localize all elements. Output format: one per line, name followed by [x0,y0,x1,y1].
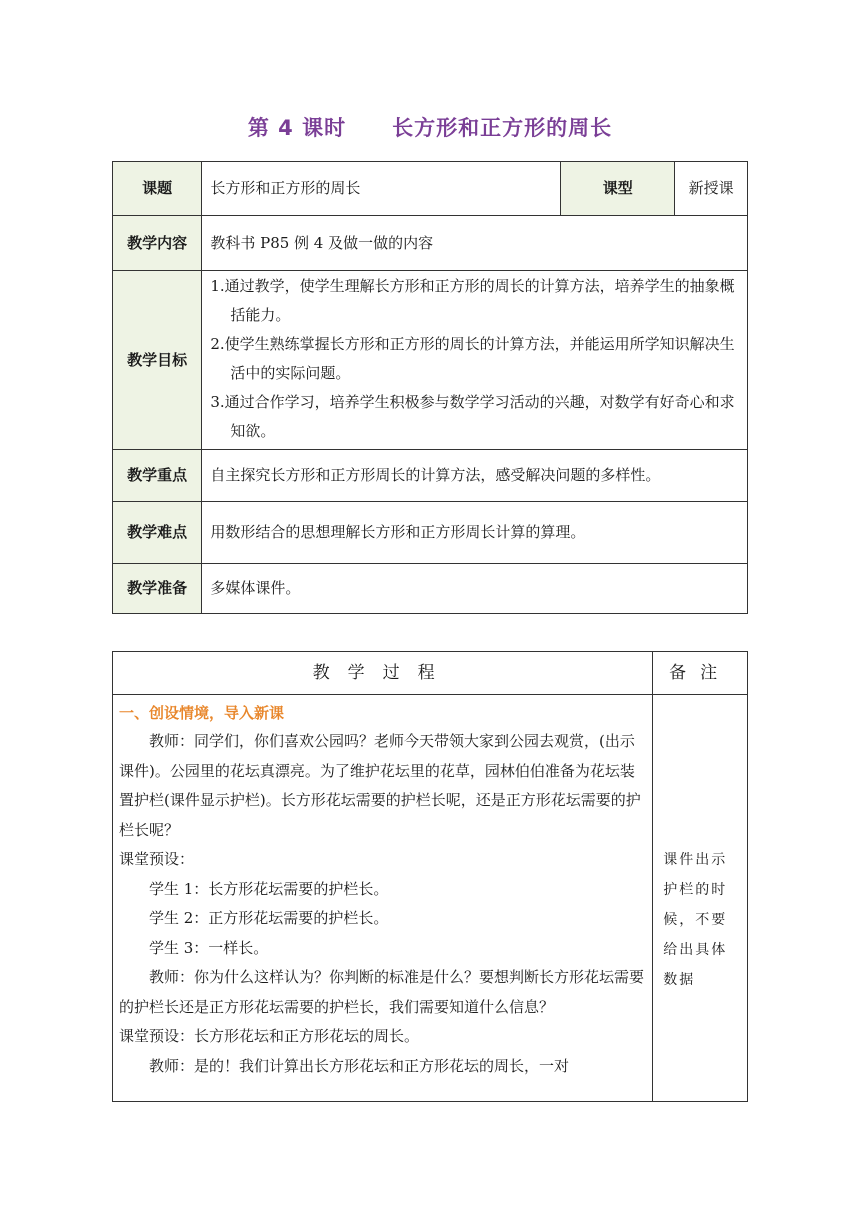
process-header-row [113,652,748,695]
process-body-row [113,695,748,1102]
paragraph: 教师：同学们，你们喜欢公园吗？老师今天带领大家到公园去观赏，(出示课件)。公园里的花坛真漂亮。为了维护花坛里的花草，园林伯伯准备为花坛装置护栏(课件显示护栏)。长方形花坛需要的护栏长呢，还是正方形花坛需要的护栏长呢？ [119,732,641,839]
key-row [113,450,748,502]
key-label: 教学重点 [113,450,202,502]
content-value: 教科书 P85 例 4 及做一做的内容 [202,216,748,271]
section-heading: 一、创设情境，导入新课 [119,704,285,722]
notes-header: 备注 [653,652,748,695]
prep-label: 教学准备 [113,564,202,614]
process-header: 教学过程 [113,652,653,695]
goal-item-3: 3.通过合作学习，培养学生积极参与数学学习活动的兴趣，对数学有好奇心和求知欲。 [210,393,735,440]
difficulty-label: 教学难点 [113,502,202,564]
type-label: 课型 [561,162,675,216]
prep-value: 多媒体课件。 [202,564,748,614]
difficulty-value: 用数形结合的思想理解长方形和正方形周长计算的算理。 [202,502,748,564]
prep-row [113,564,748,614]
paragraph: 教师：是的！我们计算出长方形花坛和正方形花坛的周长，一对 [149,1056,570,1075]
type-value: 新授课 [675,162,748,216]
lesson-number: 第 4 课时 [247,116,347,140]
paragraph: 教师：你为什么这样认为？你判断的标准是什么？要想判断长方形花坛需要的护栏长还是正方形花坛需要的护栏长，我们需要知道什么信息？ [119,968,645,1016]
paragraph: 课堂预设： [119,850,195,868]
page-title [0,112,860,142]
notes-cell [653,695,748,1102]
goals-row [113,271,748,450]
note-text: 课件出示护栏的时候，不要给出具体数据 [663,852,728,988]
paragraph: 学生 1：长方形花坛需要的护栏长。 [149,879,389,898]
lesson-info-table [112,161,748,614]
topic-row [113,162,748,216]
paragraph: 课堂预设：长方形花坛和正方形花坛的周长。 [119,1027,420,1045]
topic-label: 课题 [113,162,202,216]
key-value: 自主探究长方形和正方形周长的计算方法，感受解决问题的多样性。 [202,450,748,502]
goal-item-1: 1.通过教学，使学生理解长方形和正方形的周长的计算方法，培养学生的抽象概括能力。 [210,277,735,324]
process-content [113,695,653,1102]
content-row [113,216,748,271]
teaching-process-table [112,651,748,1102]
difficulty-row [113,502,748,564]
lesson-topic: 长方形和正方形的周长 [392,116,613,140]
goals-label: 教学目标 [113,271,202,450]
content-label: 教学内容 [113,216,202,271]
goals-value [202,271,748,450]
topic-value: 长方形和正方形的周长 [202,162,561,216]
goal-item-2: 2.使学生熟练掌握长方形和正方形的周长的计算方法，并能运用所学知识解决生活中的实际问题。 [210,335,735,382]
paragraph: 学生 3：一样长。 [149,938,269,957]
paragraph: 学生 2：正方形花坛需要的护栏长。 [149,909,389,927]
